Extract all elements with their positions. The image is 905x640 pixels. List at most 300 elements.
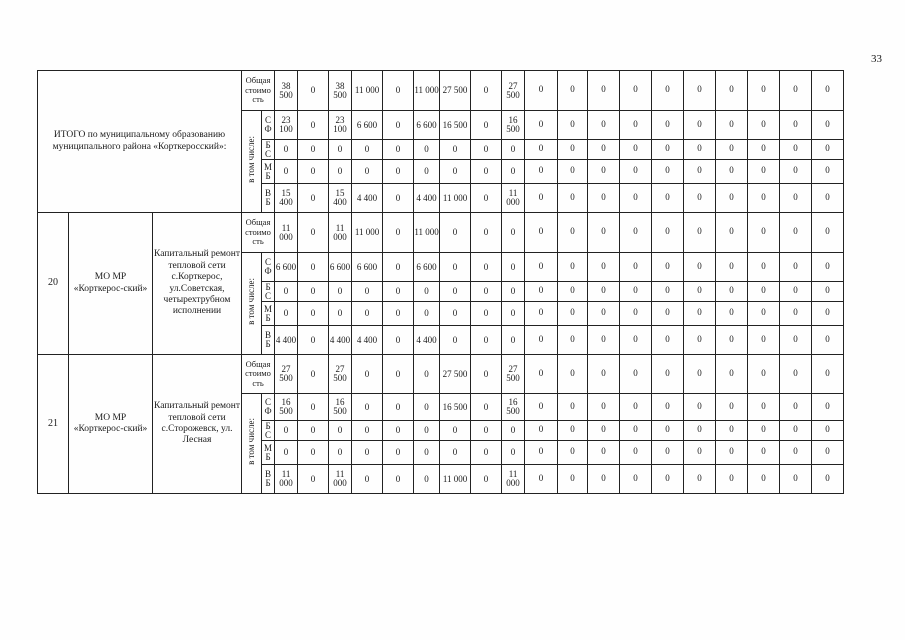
zero-cell — [812, 184, 844, 213]
zero-cell — [525, 213, 558, 253]
value-cell: 0 — [298, 213, 329, 253]
zero-cell — [716, 111, 748, 140]
value-cell: 0 — [471, 160, 502, 184]
zero-value: 0 — [825, 118, 830, 129]
zero-value: 0 — [793, 307, 798, 318]
zero-cell — [684, 71, 716, 111]
value-cell: 0 — [383, 326, 414, 355]
zero-value: 0 — [538, 226, 544, 237]
zero-value: 0 — [570, 226, 575, 237]
value-cell: 0 — [329, 441, 352, 465]
zero-cell — [620, 140, 652, 160]
zero-cell — [812, 355, 844, 394]
zero-cell — [652, 111, 684, 140]
zero-cell — [525, 326, 558, 355]
zero-value: 0 — [697, 143, 702, 154]
value-cell: 11 000 — [440, 465, 471, 494]
zero-value: 0 — [570, 143, 575, 154]
zero-cell — [525, 441, 558, 465]
value-cell: 0 — [414, 394, 440, 421]
value-cell: 0 — [352, 421, 383, 441]
value-cell: 4 400 — [352, 326, 383, 355]
zero-value: 0 — [697, 191, 702, 202]
value-cell: 0 — [414, 355, 440, 394]
zero-value: 0 — [729, 472, 734, 483]
zero-value: 0 — [601, 118, 606, 129]
table-row — [38, 71, 876, 111]
zero-value: 0 — [793, 84, 798, 95]
zero-value: 0 — [697, 424, 702, 435]
zero-cell — [812, 160, 844, 184]
zero-value: 0 — [601, 367, 606, 378]
value-cell: 4 400 — [414, 184, 440, 213]
zero-cell — [748, 140, 780, 160]
zero-cell — [525, 184, 558, 213]
value-cell: 0 — [440, 213, 471, 253]
zero-value: 0 — [729, 84, 734, 95]
zero-value: 0 — [825, 307, 830, 318]
zero-cell — [588, 213, 620, 253]
zero-value: 0 — [793, 260, 798, 271]
value-cell: 0 — [383, 140, 414, 160]
value-cell: 11 000 — [275, 213, 298, 253]
zero-cell — [620, 71, 652, 111]
value-cell: 27 500 — [502, 355, 525, 394]
value-cell: 0 — [471, 355, 502, 394]
object-name: Капитальный ремонт тепловой сети с.Корткерос, ул.Советская, четырехтрубном исполнении — [153, 213, 242, 355]
zero-cell — [748, 253, 780, 282]
zero-cell — [558, 421, 588, 441]
value-cell: 6 600 — [352, 111, 383, 140]
zero-value: 0 — [538, 307, 544, 318]
zero-cell — [684, 465, 716, 494]
value-cell: 11 000 — [329, 213, 352, 253]
zero-value: 0 — [633, 367, 638, 378]
value-cell: 0 — [298, 394, 329, 421]
zero-value: 0 — [793, 165, 798, 176]
zero-value: 0 — [633, 260, 638, 271]
value-cell: 4 400 — [414, 326, 440, 355]
value-cell: 0 — [383, 253, 414, 282]
source-code: Б С — [262, 421, 275, 441]
value-cell: 0 — [502, 421, 525, 441]
budget-table — [37, 70, 876, 494]
zero-value: 0 — [665, 446, 670, 457]
zero-value: 0 — [761, 333, 766, 344]
zero-value: 0 — [825, 333, 830, 344]
source-code: С Ф — [262, 394, 275, 421]
zero-cell — [652, 421, 684, 441]
zero-cell — [684, 160, 716, 184]
zero-value: 0 — [697, 472, 702, 483]
zero-value: 0 — [825, 400, 830, 411]
value-cell: 0 — [414, 140, 440, 160]
zero-value: 0 — [761, 367, 766, 378]
zero-cell — [525, 71, 558, 111]
zero-value: 0 — [793, 367, 798, 378]
value-cell: 0 — [471, 140, 502, 160]
source-code: Б С — [262, 140, 275, 160]
value-cell: 0 — [502, 213, 525, 253]
zero-cell — [812, 394, 844, 421]
zero-value: 0 — [697, 285, 702, 296]
zero-cell — [684, 302, 716, 326]
value-cell: 0 — [329, 140, 352, 160]
zero-value: 0 — [729, 307, 734, 318]
zero-cell — [716, 184, 748, 213]
zero-value: 0 — [538, 367, 544, 378]
source-code: М Б — [262, 441, 275, 465]
value-cell: 15 400 — [275, 184, 298, 213]
zero-cell — [525, 282, 558, 302]
zero-cell — [684, 282, 716, 302]
zero-value: 0 — [825, 260, 830, 271]
zero-cell — [684, 140, 716, 160]
value-cell: 0 — [352, 355, 383, 394]
value-cell: 0 — [298, 184, 329, 213]
including-label-text: в том числе: — [245, 418, 256, 465]
value-cell: 0 — [440, 253, 471, 282]
zero-value: 0 — [570, 285, 575, 296]
municipality-name: МО МР «Корткерос-ский» — [69, 355, 153, 494]
zero-cell — [558, 71, 588, 111]
zero-value: 0 — [633, 143, 638, 154]
row-number: 21 — [38, 355, 69, 494]
zero-value: 0 — [761, 424, 766, 435]
value-cell: 0 — [471, 302, 502, 326]
value-cell: 0 — [383, 441, 414, 465]
zero-cell — [716, 71, 748, 111]
zero-value: 0 — [633, 191, 638, 202]
zero-value: 0 — [601, 446, 606, 457]
zero-cell — [558, 160, 588, 184]
zero-cell — [525, 140, 558, 160]
zero-value: 0 — [761, 307, 766, 318]
zero-value: 0 — [729, 260, 734, 271]
value-cell: 0 — [414, 282, 440, 302]
value-cell: 0 — [502, 282, 525, 302]
zero-cell — [780, 160, 812, 184]
zero-cell — [620, 253, 652, 282]
zero-cell — [558, 355, 588, 394]
zero-value: 0 — [665, 424, 670, 435]
zero-cell — [652, 282, 684, 302]
zero-cell — [812, 465, 844, 494]
table-row — [38, 355, 876, 394]
zero-cell — [716, 326, 748, 355]
zero-value: 0 — [538, 333, 544, 344]
zero-value: 0 — [538, 472, 544, 483]
zero-value: 0 — [601, 307, 606, 318]
zero-cell — [558, 282, 588, 302]
zero-value: 0 — [601, 333, 606, 344]
total-label: ИТОГО по муниципальному образованию муниципального района «Корткеросский»: — [38, 71, 242, 213]
zero-cell — [620, 302, 652, 326]
zero-value: 0 — [665, 285, 670, 296]
value-cell: 0 — [298, 355, 329, 394]
zero-value: 0 — [665, 191, 670, 202]
zero-value: 0 — [697, 333, 702, 344]
zero-cell — [780, 253, 812, 282]
value-cell: 0 — [298, 326, 329, 355]
zero-value: 0 — [665, 400, 670, 411]
zero-value: 0 — [729, 118, 734, 129]
source-code: В Б — [262, 326, 275, 355]
value-cell: 0 — [352, 302, 383, 326]
value-cell: 0 — [383, 282, 414, 302]
zero-value: 0 — [761, 260, 766, 271]
value-cell: 0 — [471, 421, 502, 441]
zero-cell — [684, 213, 716, 253]
zero-value: 0 — [729, 400, 734, 411]
value-cell: 6 600 — [414, 253, 440, 282]
zero-value: 0 — [570, 446, 575, 457]
value-cell: 23 100 — [275, 111, 298, 140]
zero-cell — [588, 253, 620, 282]
zero-cell — [588, 71, 620, 111]
value-cell: 16 500 — [275, 394, 298, 421]
zero-cell — [812, 140, 844, 160]
zero-cell — [716, 253, 748, 282]
zero-cell — [748, 184, 780, 213]
zero-cell — [558, 394, 588, 421]
value-cell: 0 — [414, 302, 440, 326]
zero-cell — [558, 302, 588, 326]
value-cell: 11 000 — [440, 184, 471, 213]
zero-cell — [716, 441, 748, 465]
zero-cell — [780, 111, 812, 140]
zero-value: 0 — [729, 446, 734, 457]
zero-value: 0 — [761, 400, 766, 411]
zero-cell — [748, 160, 780, 184]
value-cell: 0 — [502, 160, 525, 184]
value-cell: 0 — [502, 253, 525, 282]
zero-value: 0 — [761, 285, 766, 296]
zero-cell — [716, 394, 748, 421]
zero-cell — [780, 465, 812, 494]
zero-cell — [558, 111, 588, 140]
zero-cell — [780, 282, 812, 302]
zero-value: 0 — [825, 143, 830, 154]
zero-cell — [684, 111, 716, 140]
zero-cell — [588, 421, 620, 441]
zero-value: 0 — [793, 400, 798, 411]
value-cell: 0 — [352, 282, 383, 302]
zero-value: 0 — [729, 367, 734, 378]
value-cell: 0 — [440, 140, 471, 160]
zero-cell — [525, 160, 558, 184]
zero-value: 0 — [665, 307, 670, 318]
zero-cell — [588, 302, 620, 326]
value-cell: 0 — [298, 253, 329, 282]
value-cell: 0 — [471, 213, 502, 253]
zero-value: 0 — [570, 307, 575, 318]
zero-value: 0 — [665, 118, 670, 129]
zero-cell — [558, 140, 588, 160]
zero-value: 0 — [570, 472, 575, 483]
value-cell: 38 500 — [275, 71, 298, 111]
zero-value: 0 — [825, 165, 830, 176]
zero-value: 0 — [633, 165, 638, 176]
zero-cell — [780, 355, 812, 394]
zero-cell — [780, 421, 812, 441]
zero-value: 0 — [761, 226, 766, 237]
value-cell: 0 — [298, 282, 329, 302]
zero-cell — [748, 465, 780, 494]
value-cell: 6 600 — [414, 111, 440, 140]
value-cell: 0 — [383, 355, 414, 394]
zero-value: 0 — [761, 446, 766, 457]
zero-cell — [620, 213, 652, 253]
zero-value: 0 — [633, 226, 638, 237]
value-cell: 0 — [414, 160, 440, 184]
value-cell: 0 — [275, 282, 298, 302]
zero-value: 0 — [633, 424, 638, 435]
zero-cell — [652, 184, 684, 213]
zero-cell — [780, 302, 812, 326]
source-code: М Б — [262, 302, 275, 326]
zero-cell — [620, 441, 652, 465]
value-cell: 27 500 — [440, 355, 471, 394]
zero-cell — [716, 140, 748, 160]
value-cell: 11 000 — [414, 71, 440, 111]
value-cell: 16 500 — [440, 111, 471, 140]
zero-value: 0 — [665, 165, 670, 176]
zero-value: 0 — [570, 260, 575, 271]
zero-cell — [588, 111, 620, 140]
zero-cell — [716, 302, 748, 326]
zero-value: 0 — [825, 424, 830, 435]
zero-cell — [780, 184, 812, 213]
zero-cell — [716, 421, 748, 441]
zero-cell — [748, 394, 780, 421]
zero-cell — [558, 213, 588, 253]
zero-cell — [620, 355, 652, 394]
value-cell: 0 — [383, 213, 414, 253]
zero-value: 0 — [633, 446, 638, 457]
total-cost-label: Общая стоимо сть — [242, 71, 275, 111]
value-cell: 27 500 — [502, 71, 525, 111]
including-label-text: в том числе: — [245, 136, 256, 183]
value-cell: 0 — [502, 140, 525, 160]
value-cell: 16 500 — [440, 394, 471, 421]
zero-cell — [684, 421, 716, 441]
including-label — [242, 253, 262, 355]
zero-value: 0 — [633, 84, 638, 95]
zero-value: 0 — [665, 367, 670, 378]
zero-value: 0 — [729, 226, 734, 237]
zero-cell — [525, 355, 558, 394]
value-cell: 0 — [329, 421, 352, 441]
value-cell: 6 600 — [275, 253, 298, 282]
zero-value: 0 — [538, 191, 544, 202]
zero-value: 0 — [697, 226, 702, 237]
value-cell: 0 — [298, 111, 329, 140]
zero-value: 0 — [697, 367, 702, 378]
zero-value: 0 — [793, 285, 798, 296]
zero-value: 0 — [825, 472, 830, 483]
row-number: 20 — [38, 213, 69, 355]
zero-cell — [652, 326, 684, 355]
zero-value: 0 — [761, 191, 766, 202]
value-cell: 0 — [471, 441, 502, 465]
zero-cell — [588, 326, 620, 355]
value-cell: 11 000 — [352, 213, 383, 253]
zero-cell — [558, 184, 588, 213]
zero-value: 0 — [761, 165, 766, 176]
zero-cell — [684, 441, 716, 465]
value-cell: 0 — [298, 441, 329, 465]
zero-cell — [620, 326, 652, 355]
zero-cell — [620, 465, 652, 494]
zero-value: 0 — [538, 118, 544, 129]
zero-cell — [620, 421, 652, 441]
including-label-text: в том числе: — [245, 278, 256, 325]
total-cost-label: Общая стоимо сть — [242, 355, 275, 394]
zero-cell — [684, 394, 716, 421]
zero-cell — [525, 253, 558, 282]
zero-value: 0 — [793, 446, 798, 457]
zero-value: 0 — [538, 424, 544, 435]
zero-value: 0 — [570, 84, 575, 95]
zero-cell — [716, 465, 748, 494]
value-cell: 0 — [383, 111, 414, 140]
value-cell: 0 — [383, 71, 414, 111]
zero-value: 0 — [665, 472, 670, 483]
value-cell: 0 — [383, 160, 414, 184]
zero-value: 0 — [570, 165, 575, 176]
zero-cell — [748, 326, 780, 355]
value-cell: 0 — [440, 326, 471, 355]
value-cell: 0 — [502, 302, 525, 326]
zero-cell — [620, 184, 652, 213]
zero-cell — [652, 140, 684, 160]
value-cell: 4 400 — [352, 184, 383, 213]
zero-cell — [748, 111, 780, 140]
value-cell: 0 — [383, 394, 414, 421]
zero-cell — [525, 394, 558, 421]
zero-value: 0 — [697, 446, 702, 457]
value-cell: 0 — [383, 465, 414, 494]
zero-cell — [588, 160, 620, 184]
zero-value: 0 — [570, 424, 575, 435]
zero-cell — [684, 355, 716, 394]
zero-value: 0 — [665, 84, 670, 95]
zero-cell — [588, 394, 620, 421]
table-row — [38, 213, 876, 253]
value-cell: 0 — [352, 465, 383, 494]
zero-cell — [812, 326, 844, 355]
value-cell: 0 — [329, 160, 352, 184]
zero-cell — [780, 213, 812, 253]
value-cell: 6 600 — [329, 253, 352, 282]
zero-cell — [812, 253, 844, 282]
value-cell: 0 — [298, 421, 329, 441]
zero-cell — [780, 326, 812, 355]
value-cell: 0 — [414, 421, 440, 441]
zero-value: 0 — [793, 424, 798, 435]
value-cell: 0 — [471, 394, 502, 421]
zero-cell — [812, 282, 844, 302]
zero-value: 0 — [633, 333, 638, 344]
value-cell: 0 — [352, 441, 383, 465]
zero-cell — [620, 111, 652, 140]
zero-value: 0 — [793, 191, 798, 202]
zero-cell — [525, 465, 558, 494]
zero-value: 0 — [570, 118, 575, 129]
including-label — [242, 111, 262, 213]
zero-cell — [812, 111, 844, 140]
